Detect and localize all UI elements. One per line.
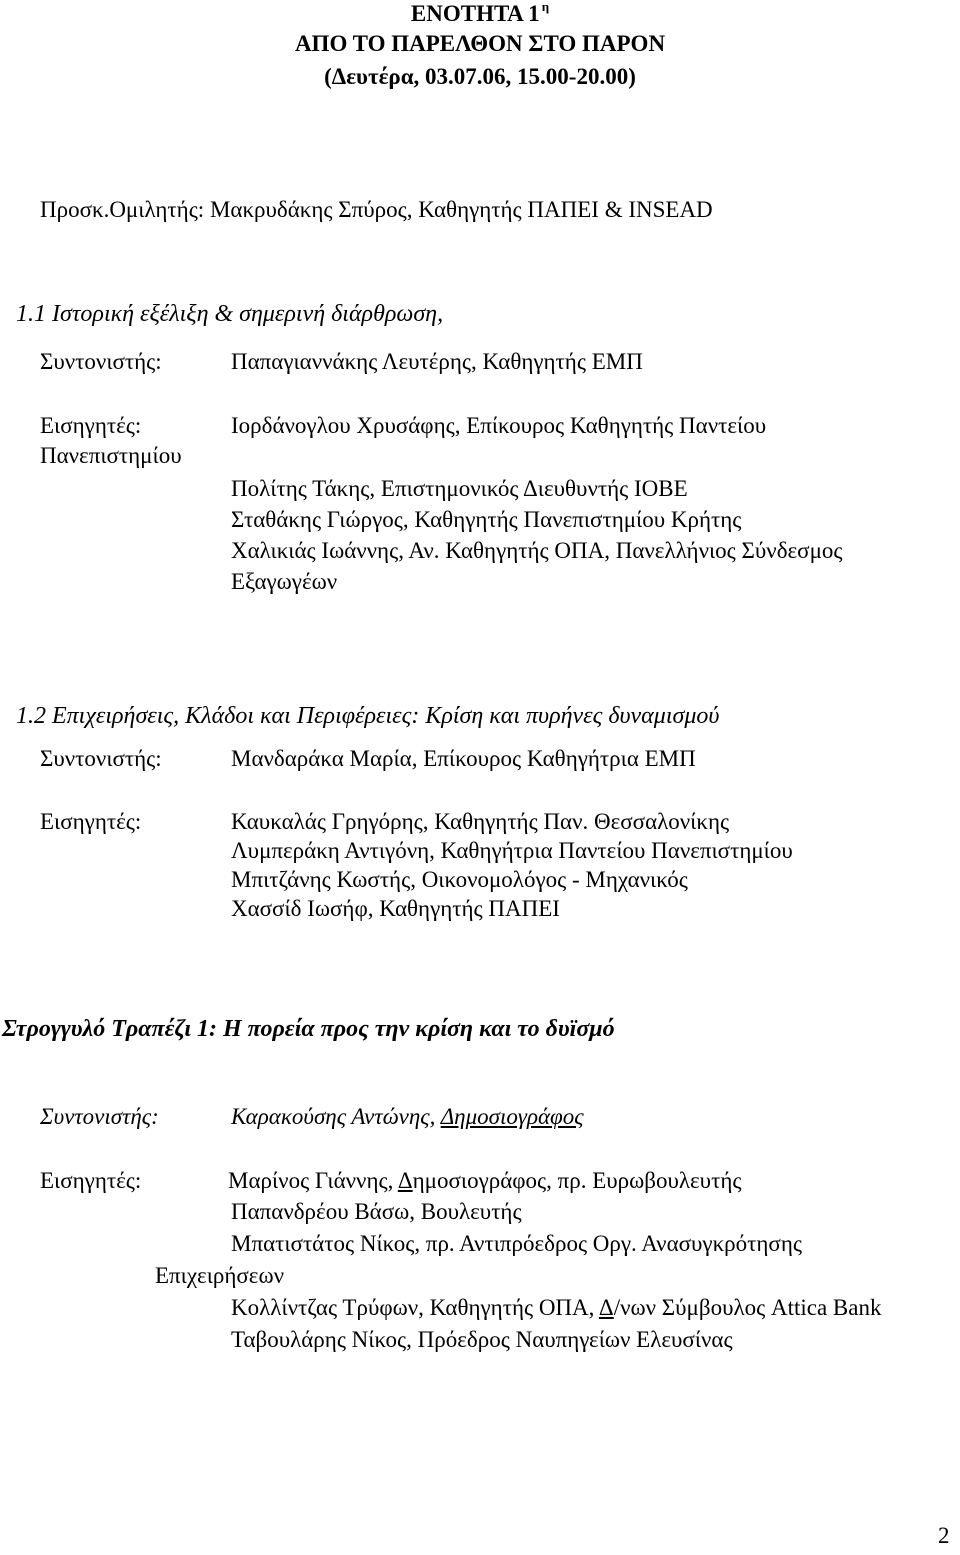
section-1-1-title: 1.1 Ιστορική εξέλιξη & σημερινή διάρθρωση, <box>16 301 444 327</box>
s2-coordinator-label: Συντονιστής: <box>40 746 162 771</box>
s1-speaker: Πολίτης Τάκης, Επιστημονικός Διευθυντής ΙΟΒΕ <box>231 476 688 501</box>
s2-speaker: Χασσίδ Ιωσήφ, Καθηγητής ΠΑΠΕΙ <box>231 896 560 921</box>
section-1-2-title: 1.2 Επιχειρήσεις, Κλάδοι και Περιφέρειες: Κρίση και πυρήνες δυναμισμού <box>16 703 720 729</box>
s2-speakers-label: Εισηγητές: <box>40 809 142 834</box>
rt-speaker-text: Μαρίνος Γιάννης, <box>228 1168 398 1193</box>
s2-speaker: Λυμπεράκη Αντιγόνη, Καθηγήτρια Παντείου Πανεπιστημίου <box>231 838 793 863</box>
s1-speaker: Χαλικιάς Ιωάννης, Αν. Καθηγητής ΟΠΑ, Πανελλήνιος Σύνδεσμος <box>231 538 843 563</box>
s2-speaker: Καυκαλάς Γρηγόρης, Καθηγητής Παν. Θεσσαλονίκης <box>231 809 730 834</box>
rt-speaker-underlined: Δ <box>598 1295 614 1320</box>
rt-speaker: Παπανδρέου Βάσω, Βουλευτής <box>231 1199 522 1224</box>
rt-speakers-label: Εισηγητές: <box>40 1168 142 1193</box>
keynote-speaker: Προσκ.Ομιλητής: Μακρυδάκης Σπύρος, Καθηγητής ΠΑΠΕΙ & INSEAD <box>40 197 713 222</box>
rt-speaker: Ταβουλάρης Νίκος, Πρόεδρος Ναυπηγείων Ελευσίνας <box>231 1327 733 1352</box>
rt-speaker <box>231 1294 881 1322</box>
s1-speakers-label-cont: Πανεπιστημίου <box>40 443 182 468</box>
s1-speaker: Ιορδάνογλου Χρυσάφης, Επίκουρος Καθηγητής Παντείου <box>231 413 767 438</box>
rt-speaker-text: /νων Σύμβουλος Attica Bank <box>613 1295 882 1320</box>
rt-coordinator-label: Συντονιστής: <box>40 1104 159 1129</box>
s2-speaker: Μπιτζάνης Κωστής, Οικονομολόγος - Μηχανικός <box>231 867 688 892</box>
unit-title: ΑΠΟ ΤΟ ΠΑΡΕΛΘΟΝ ΣΤΟ ΠΑΡΟΝ <box>294 31 666 56</box>
rt-speaker-text: ημοσιογράφος, πρ. Ευρωβουλευτής <box>412 1168 742 1193</box>
unit-label: ΕΝΟΤΗΤΑ 1 <box>410 1 540 26</box>
s1-speaker: Σταθάκης Γιώργος, Καθηγητής Πανεπιστημίου Κρήτης <box>231 507 742 532</box>
rt-coordinator <box>231 1103 584 1131</box>
rt-coordinator-name: Καρακούσης Αντώνης, <box>231 1104 441 1129</box>
s1-coordinator: Παπαγιαννάκης Λευτέρης, Καθηγητής ΕΜΠ <box>231 349 643 374</box>
unit-superscript: η <box>541 0 550 14</box>
rt-speaker-text: Κολλίντζας Τρύφων, Καθηγητής ΟΠΑ, <box>231 1295 599 1320</box>
s2-coordinator: Μανδαράκα Μαρία, Επίκουρος Καθηγήτρια ΕΜΠ <box>231 746 696 771</box>
s1-speakers-label: Εισηγητές: <box>40 413 142 438</box>
rt-coordinator-role: Δημοσιογράφος <box>440 1104 584 1129</box>
unit-heading <box>0 0 960 31</box>
rt-speaker-underlined: Δ <box>397 1168 413 1193</box>
s1-speaker: Εξαγωγέων <box>231 569 338 594</box>
page-number: 2 <box>938 1523 950 1548</box>
round-table-title: Στρογγυλό Τραπέζι 1: Η πορεία προς την κρίση και το δυϊσμό <box>2 1016 615 1042</box>
unit-date: (Δευτέρα, 03.07.06, 15.00-20.00) <box>324 64 636 89</box>
rt-speaker-wrap: Επιχειρήσεων <box>155 1263 285 1288</box>
rt-speaker: Μπατιστάτος Νίκος, πρ. Αντιπρόεδρος Οργ. Ανασυγκρότησης <box>231 1231 802 1256</box>
rt-speaker <box>228 1167 741 1195</box>
s1-coordinator-label: Συντονιστής: <box>40 349 162 374</box>
